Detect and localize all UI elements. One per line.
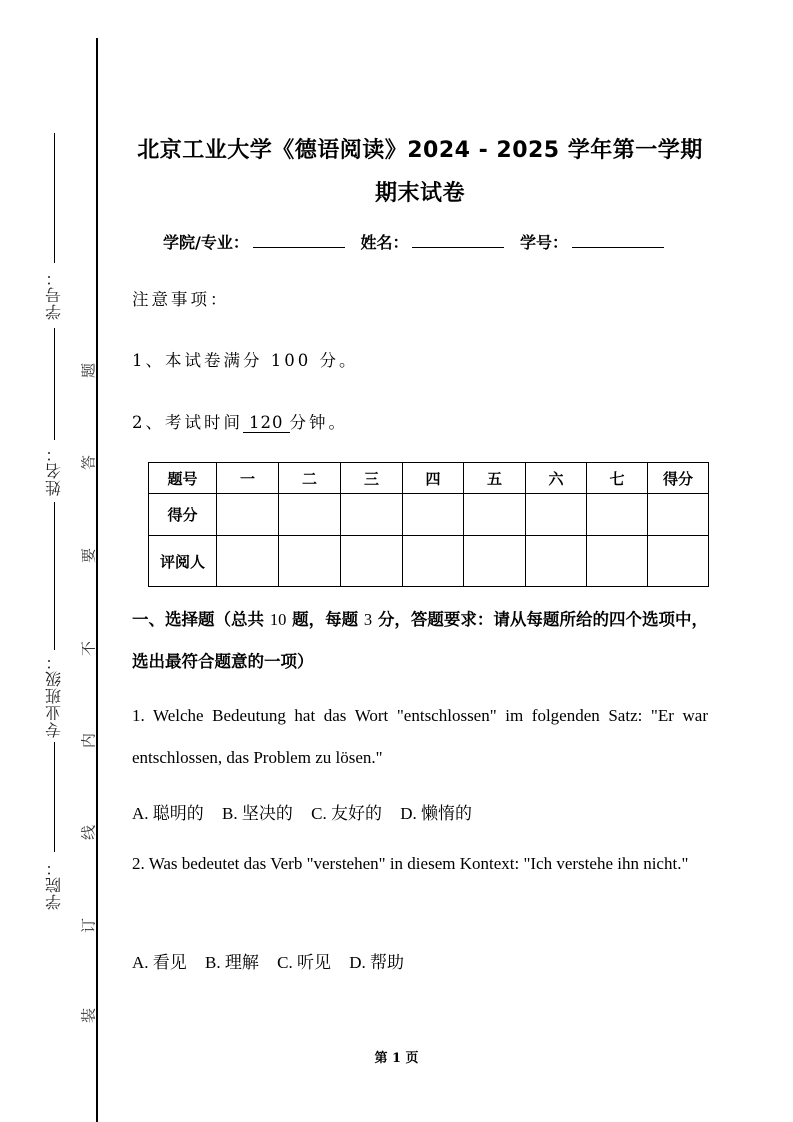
- score-cell[interactable]: [526, 494, 587, 536]
- note-item-2-prefix: 2、考试时间: [132, 413, 243, 432]
- margin-label-name: 姓名：: [44, 445, 64, 497]
- question-1-options: [132, 799, 486, 824]
- grader-cell[interactable]: [526, 536, 587, 587]
- header-cell: 六: [526, 463, 587, 494]
- college-label: 学院/专业：: [163, 233, 249, 252]
- binding-hint-char: 订: [79, 918, 98, 934]
- grader-cell[interactable]: [217, 536, 279, 587]
- notes-heading: 注意事项：: [132, 290, 230, 309]
- grader-cell[interactable]: [279, 536, 341, 587]
- option-c[interactable]: C. 友好的: [311, 804, 382, 823]
- binding-hint-char: 不: [79, 641, 98, 657]
- score-cell[interactable]: [648, 494, 709, 536]
- page-number: 第 1 页: [374, 1051, 419, 1066]
- option-c[interactable]: C. 听见: [277, 953, 331, 972]
- binding-line: [96, 38, 98, 1122]
- binding-hint-char: 答: [79, 455, 98, 471]
- section-heading-part: 题，每题: [286, 610, 364, 629]
- question-2-text: 2. Was bedeutet das Verb "verstehen" in diesem Kontext: "Ich verstehe ihn nicht.": [132, 854, 689, 873]
- field-line: [54, 133, 55, 263]
- grader-row: [149, 536, 709, 587]
- section-heading-part: 分，答题要求：请从每题所给的四个选项中，选出最符合题意的一项）: [132, 610, 708, 671]
- score-cell[interactable]: [279, 494, 341, 536]
- option-d[interactable]: D. 懒惰的: [400, 804, 472, 823]
- grader-cell[interactable]: [341, 536, 403, 587]
- student-info-row: [163, 230, 674, 253]
- margin-label-student-id: 学号：: [44, 269, 64, 321]
- binding-hint-char: 题: [79, 363, 98, 379]
- binding-hint-char: 要: [79, 548, 98, 564]
- binding-hint-char: 装: [79, 1008, 98, 1024]
- note-item-1: 1、本试卷满分 100 分。: [132, 351, 359, 370]
- binding-hint-char: 线: [79, 825, 98, 841]
- header-cell: 七: [587, 463, 648, 494]
- name-label: 姓名：: [360, 233, 409, 252]
- header-cell: 题号: [149, 463, 217, 494]
- note-item-2: [132, 409, 348, 433]
- header-cell: 一: [217, 463, 279, 494]
- header-cell: 四: [403, 463, 464, 494]
- score-table: [148, 462, 709, 587]
- header-cell: 得分: [648, 463, 709, 494]
- header-cell: 三: [341, 463, 403, 494]
- name-blank[interactable]: [412, 233, 504, 248]
- question-2-options: [132, 948, 418, 973]
- option-a[interactable]: A. 看见: [132, 953, 187, 972]
- option-d[interactable]: D. 帮助: [349, 953, 404, 972]
- row-label-score: 得分: [149, 494, 217, 536]
- header-cell: 五: [464, 463, 526, 494]
- question-count: 10: [269, 610, 287, 629]
- option-b[interactable]: B. 坚决的: [222, 804, 293, 823]
- grader-cell[interactable]: [403, 536, 464, 587]
- field-line-class[interactable]: [54, 742, 55, 852]
- score-row: [149, 494, 709, 536]
- score-cell[interactable]: [464, 494, 526, 536]
- header-cell: 二: [279, 463, 341, 494]
- score-cell[interactable]: [217, 494, 279, 536]
- id-label: 学号：: [520, 233, 569, 252]
- grader-cell[interactable]: [648, 536, 709, 587]
- margin-label-class: 专业班级：: [44, 653, 64, 739]
- row-label-grader: 评阅人: [149, 536, 217, 587]
- college-blank[interactable]: [253, 233, 345, 248]
- score-cell[interactable]: [403, 494, 464, 536]
- points-per-question: 3: [363, 610, 373, 629]
- id-blank[interactable]: [572, 233, 664, 248]
- margin-label-college: 学院：: [44, 859, 64, 911]
- grader-cell[interactable]: [587, 536, 648, 587]
- question-1-text: 1. Welche Bedeutung hat das Wort "entschlossen" im folgenden Satz: "Er war entschlossen, das Problem zu lösen.": [132, 706, 708, 767]
- score-table-header-row: [149, 463, 709, 494]
- section-heading-part: 一、选择题（总共: [132, 610, 270, 629]
- binding-hint-char: 内: [79, 733, 98, 749]
- field-line-name[interactable]: [54, 502, 55, 650]
- grader-cell[interactable]: [464, 536, 526, 587]
- exam-subtitle: 期末试卷: [374, 181, 465, 206]
- option-a[interactable]: A. 聪明的: [132, 804, 204, 823]
- field-line-student-id[interactable]: [54, 328, 55, 440]
- note-item-2-suffix: 分钟。: [289, 413, 348, 432]
- exam-title: 北京工业大学《德语阅读》2024 - 2025 学年第一学期: [137, 138, 703, 163]
- score-cell[interactable]: [341, 494, 403, 536]
- score-cell[interactable]: [587, 494, 648, 536]
- option-b[interactable]: B. 理解: [205, 953, 259, 972]
- exam-duration: 120: [243, 413, 290, 433]
- section-1-heading: [132, 599, 708, 683]
